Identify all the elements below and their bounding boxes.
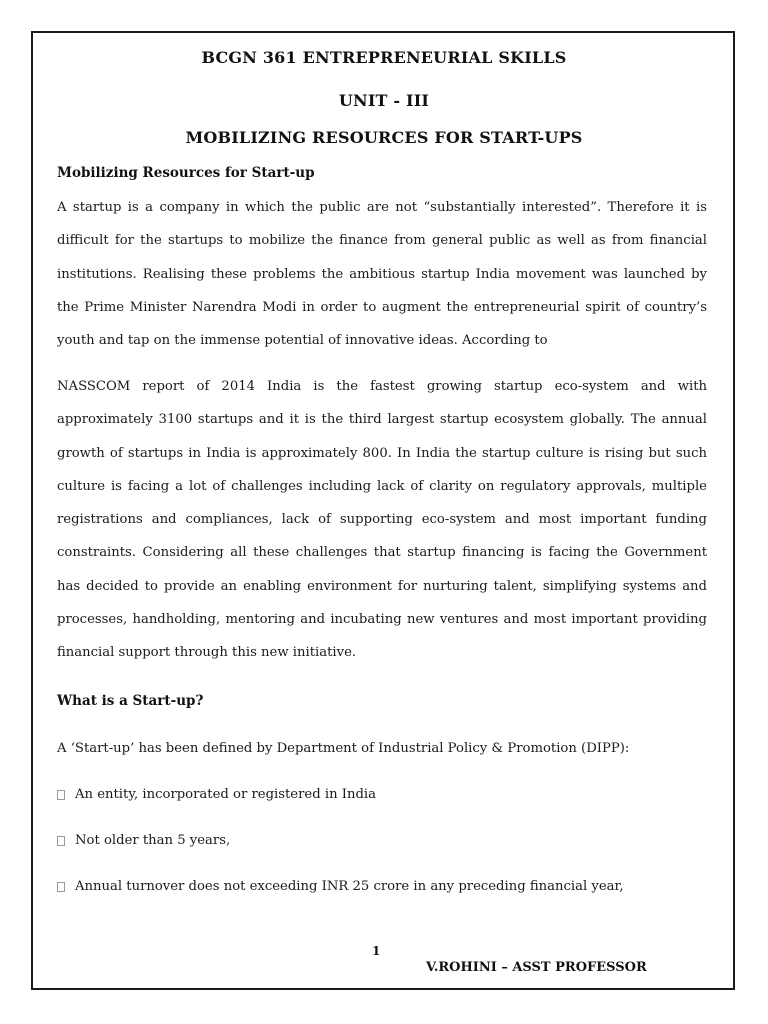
criteria-item-text: Annual turnover does not exceeding INR 25 crore in any preceding financial year, (75, 879, 624, 894)
section-heading-what-is-startup: What is a Start-up? (57, 693, 204, 709)
paragraph-nasscom-report: NASSCOM report of 2014 India is the fastest growing startup eco-system and with approximately 3100 startups and it is the third largest startup ecosystem globally. The annual growth of startups in India is approximately 800. In India the startup culture is rising but such culture is facing a lot of challenges including lack of clarity on regulatory approvals, multiple registrations and compliances, lack of supporting eco-system and most important funding constraints. Considering all these challenges that startup financing is facing the Government has decided to provide an enabling environment for nurturing talent, simplifying systems and processes, handholding, mentoring and incubating new ventures and most important providing financial support through this new initiative. (57, 379, 707, 661)
bullet-box-icon (57, 790, 65, 800)
section-heading-mobilizing: Mobilizing Resources for Start-up (57, 165, 315, 181)
criteria-item-text: An entity, incorporated or registered in India (75, 787, 376, 802)
criteria-item-text: Not older than 5 years, (75, 833, 231, 848)
criteria-item (57, 833, 230, 848)
criteria-item (57, 879, 624, 894)
criteria-item (57, 787, 376, 802)
unit-title: UNIT - III (338, 91, 430, 110)
bullet-box-icon (57, 836, 65, 846)
topic-title: MOBILIZING RESOURCES FOR START-UPS (185, 128, 583, 147)
paragraph-startup-intro: A startup is a company in which the public are not “substantially interested”. Therefore it is difficult for the startups to mobilize the finance from general public as well as from financial institutions. Realising these problems the ambitious startup India movement was launched by the Prime Minister Narendra Modi in order to augment the entrepreneurial spirit of country’s youth and tap on the immense potential of innovative ideas. According to (57, 200, 707, 349)
author-credit: V.ROHINI – ASST PROFESSOR (426, 960, 647, 975)
startup-definition: A ‘Start-up’ has been defined by Department of Industrial Policy & Promotion (DIPP): (57, 741, 630, 756)
bullet-box-icon (57, 882, 65, 892)
course-title: BCGN 361 ENTREPRENEURIAL SKILLS (201, 48, 567, 67)
page-number: 1 (372, 944, 381, 958)
